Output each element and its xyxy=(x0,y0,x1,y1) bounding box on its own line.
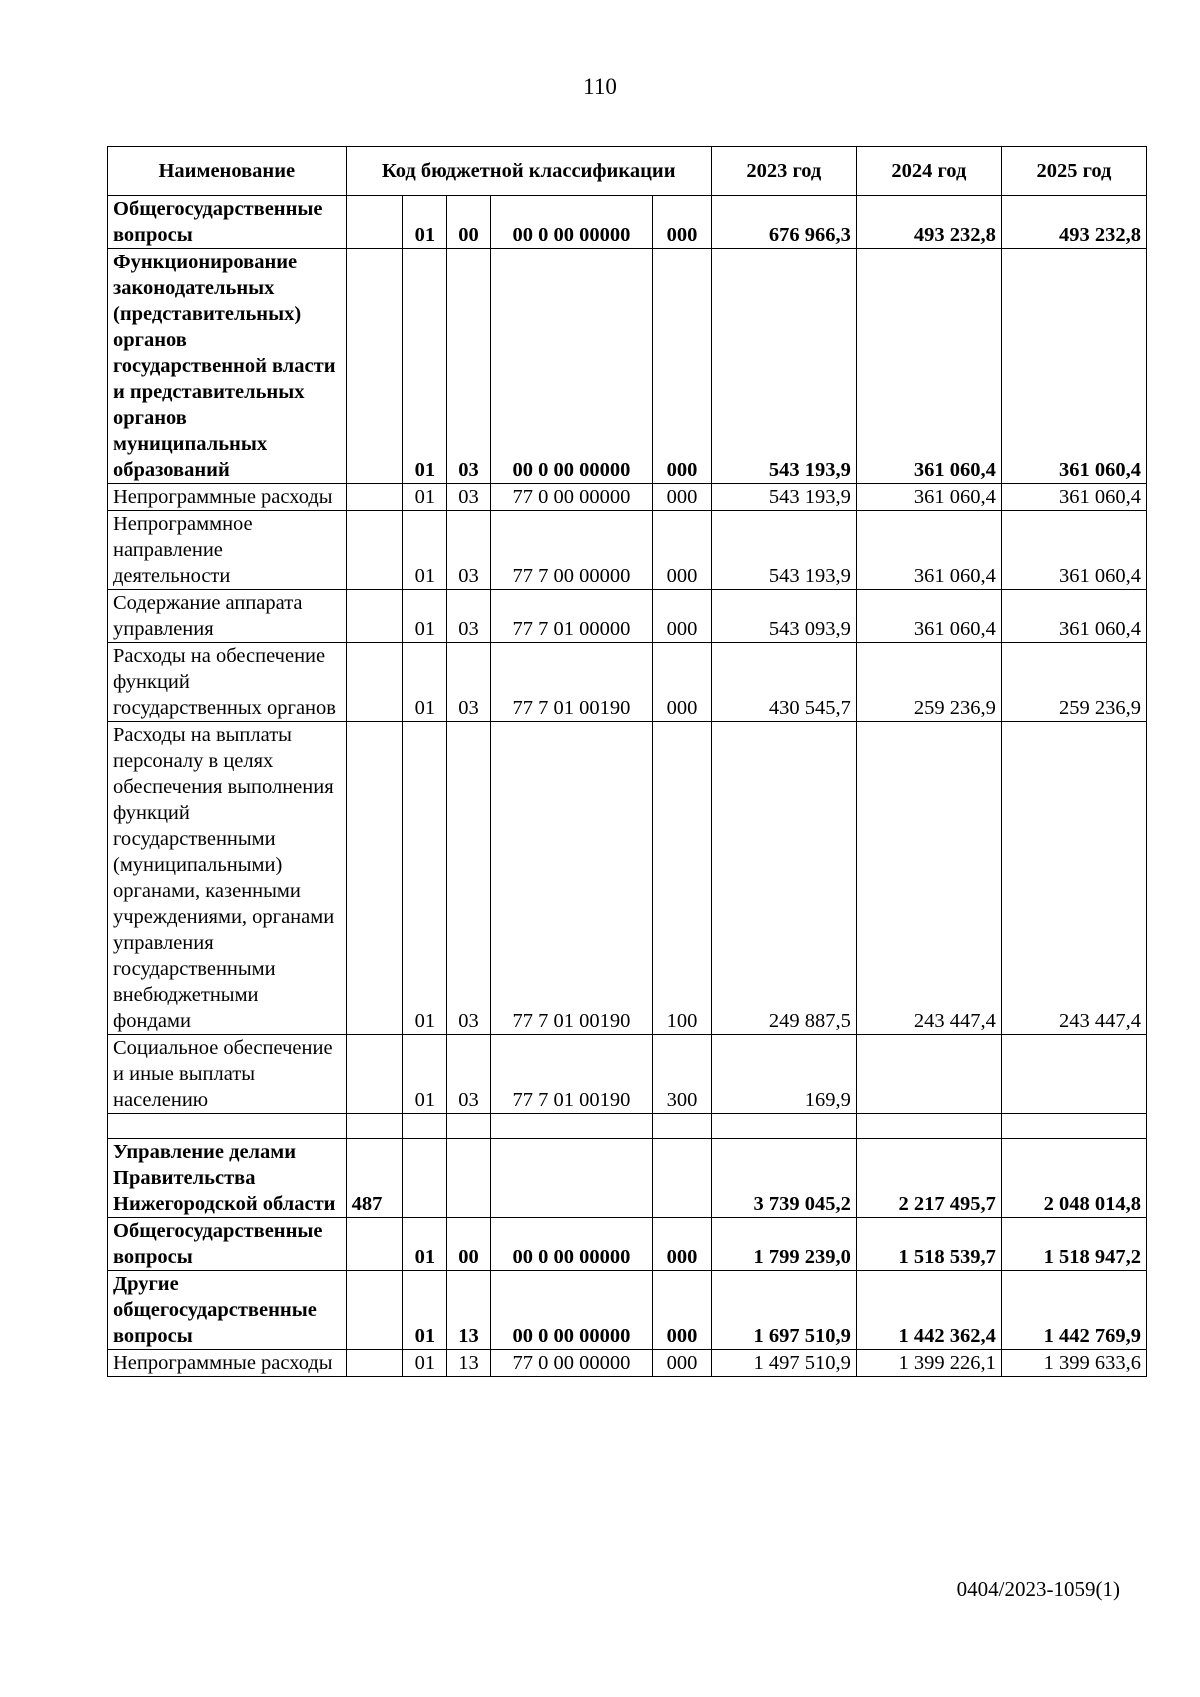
row-rz: 01 xyxy=(403,511,447,590)
row-vr: 000 xyxy=(653,1350,712,1377)
row-2025: 1 399 633,6 xyxy=(1001,1350,1146,1377)
row-ved xyxy=(346,484,403,511)
row-name: Непрограммные расходы xyxy=(108,1350,347,1377)
row-2025: 493 232,8 xyxy=(1001,196,1146,249)
header-2023: 2023 год xyxy=(711,147,856,196)
row-csr: 77 0 00 00000 xyxy=(490,484,653,511)
row-pr: 03 xyxy=(447,249,490,484)
row-vr: 000 xyxy=(653,643,712,722)
row-2024: 2 217 495,7 xyxy=(856,1139,1001,1218)
row-pr: 03 xyxy=(447,511,490,590)
table-row xyxy=(108,590,1147,643)
row-pr: 00 xyxy=(447,196,490,249)
row-ved: 487 xyxy=(346,1139,403,1218)
table-header-row xyxy=(108,147,1147,196)
row-2023: 543 193,9 xyxy=(711,249,856,484)
row-2023: 3 739 045,2 xyxy=(711,1139,856,1218)
row-vr: 000 xyxy=(653,1271,712,1350)
row-csr: 77 7 01 00190 xyxy=(490,1035,653,1114)
row-csr: 00 0 00 00000 xyxy=(490,249,653,484)
row-vr: 000 xyxy=(653,511,712,590)
table-row xyxy=(108,511,1147,590)
row-csr xyxy=(490,1139,653,1218)
row-2024: 259 236,9 xyxy=(856,643,1001,722)
row-2025: 1 442 769,9 xyxy=(1001,1271,1146,1350)
row-rz: 01 xyxy=(403,1350,447,1377)
row-pr: 03 xyxy=(447,643,490,722)
row-name: Социальное обеспечение и иные выплаты населению xyxy=(108,1035,347,1114)
row-2023: 169,9 xyxy=(711,1035,856,1114)
row-2025: 361 060,4 xyxy=(1001,511,1146,590)
row-2023: 543 193,9 xyxy=(711,511,856,590)
row-2024: 361 060,4 xyxy=(856,249,1001,484)
row-ved xyxy=(346,196,403,249)
row-pr xyxy=(447,1139,490,1218)
row-name: Непрограммные расходы xyxy=(108,484,347,511)
row-2023: 1 697 510,9 xyxy=(711,1271,856,1350)
row-name: Функционирование законодательных (представительных) органов государственной власти и представительных органов муниципальных образований xyxy=(108,249,347,484)
table-row xyxy=(108,1350,1147,1377)
row-2024: 243 447,4 xyxy=(856,722,1001,1035)
row-csr: 77 0 00 00000 xyxy=(490,1350,653,1377)
row-csr: 77 7 00 00000 xyxy=(490,511,653,590)
table-row xyxy=(108,196,1147,249)
row-2023: 543 193,9 xyxy=(711,484,856,511)
table-row xyxy=(108,1271,1147,1350)
row-vr: 100 xyxy=(653,722,712,1035)
row-csr: 00 0 00 00000 xyxy=(490,1218,653,1271)
row-name: Другие общегосударственные вопросы xyxy=(108,1271,347,1350)
row-pr: 03 xyxy=(447,590,490,643)
header-2024: 2024 год xyxy=(856,147,1001,196)
row-2023: 543 093,9 xyxy=(711,590,856,643)
row-ved xyxy=(346,1218,403,1271)
row-ved xyxy=(346,1271,403,1350)
row-2023: 1 799 239,0 xyxy=(711,1218,856,1271)
row-ved xyxy=(346,643,403,722)
table-row xyxy=(108,1139,1147,1218)
row-2025: 361 060,4 xyxy=(1001,484,1146,511)
row-2024: 1 518 539,7 xyxy=(856,1218,1001,1271)
row-vr xyxy=(653,1139,712,1218)
row-2025: 361 060,4 xyxy=(1001,590,1146,643)
row-2023: 430 545,7 xyxy=(711,643,856,722)
table-row xyxy=(108,1218,1147,1271)
row-2025: 361 060,4 xyxy=(1001,249,1146,484)
row-pr: 03 xyxy=(447,722,490,1035)
row-2024: 361 060,4 xyxy=(856,590,1001,643)
row-name: Расходы на обеспечение функций государственных органов xyxy=(108,643,347,722)
row-csr: 77 7 01 00190 xyxy=(490,722,653,1035)
row-2023: 249 887,5 xyxy=(711,722,856,1035)
row-pr: 13 xyxy=(447,1271,490,1350)
row-2024 xyxy=(856,1035,1001,1114)
row-rz: 01 xyxy=(403,643,447,722)
row-pr: 03 xyxy=(447,484,490,511)
row-pr: 13 xyxy=(447,1350,490,1377)
row-2025: 1 518 947,2 xyxy=(1001,1218,1146,1271)
row-ved xyxy=(346,1350,403,1377)
row-2025 xyxy=(1001,1035,1146,1114)
row-vr: 300 xyxy=(653,1035,712,1114)
row-csr: 77 7 01 00190 xyxy=(490,643,653,722)
row-2024: 361 060,4 xyxy=(856,511,1001,590)
table-row xyxy=(108,484,1147,511)
row-csr: 77 7 01 00000 xyxy=(490,590,653,643)
header-2025: 2025 год xyxy=(1001,147,1146,196)
row-2025: 2 048 014,8 xyxy=(1001,1139,1146,1218)
row-vr: 000 xyxy=(653,249,712,484)
row-2023: 1 497 510,9 xyxy=(711,1350,856,1377)
row-2024: 1 442 362,4 xyxy=(856,1271,1001,1350)
row-csr: 00 0 00 00000 xyxy=(490,1271,653,1350)
row-pr: 03 xyxy=(447,1035,490,1114)
row-rz xyxy=(403,1139,447,1218)
row-ved xyxy=(346,511,403,590)
row-pr: 00 xyxy=(447,1218,490,1271)
row-2024: 493 232,8 xyxy=(856,196,1001,249)
row-vr: 000 xyxy=(653,196,712,249)
row-rz: 01 xyxy=(403,590,447,643)
table-row xyxy=(108,722,1147,1035)
row-name: Общегосударственные вопросы xyxy=(108,196,347,249)
row-2024: 361 060,4 xyxy=(856,484,1001,511)
row-rz: 01 xyxy=(403,484,447,511)
empty-row xyxy=(108,1114,1147,1139)
row-rz: 01 xyxy=(403,1271,447,1350)
row-2023: 676 966,3 xyxy=(711,196,856,249)
header-code: Код бюджетной классификации xyxy=(346,147,711,196)
row-name: Управление делами Правительства Нижегородской области xyxy=(108,1139,347,1218)
header-name: Наименование xyxy=(108,147,347,196)
row-vr: 000 xyxy=(653,590,712,643)
row-name: Расходы на выплаты персоналу в целях обеспечения выполнения функций государственными (муниципальными) органами, казенными учреждениями, органами управления государственными внебюджетными фондами xyxy=(108,722,347,1035)
row-2025: 259 236,9 xyxy=(1001,643,1146,722)
document-number: 0404/2023-1059(1) xyxy=(956,1577,1120,1601)
table-row xyxy=(108,249,1147,484)
budget-table xyxy=(107,146,1147,1377)
row-rz: 01 xyxy=(403,1035,447,1114)
row-rz: 01 xyxy=(403,196,447,249)
row-rz: 01 xyxy=(403,1218,447,1271)
row-2024: 1 399 226,1 xyxy=(856,1350,1001,1377)
row-name: Общегосударственные вопросы xyxy=(108,1218,347,1271)
row-2025: 243 447,4 xyxy=(1001,722,1146,1035)
row-rz: 01 xyxy=(403,249,447,484)
row-name: Непрограммное направление деятельности xyxy=(108,511,347,590)
page-number: 110 xyxy=(583,74,617,99)
table-row xyxy=(108,1035,1147,1114)
table-row xyxy=(108,643,1147,722)
row-rz: 01 xyxy=(403,722,447,1035)
row-ved xyxy=(346,249,403,484)
row-csr: 00 0 00 00000 xyxy=(490,196,653,249)
row-ved xyxy=(346,722,403,1035)
row-vr: 000 xyxy=(653,484,712,511)
row-ved xyxy=(346,590,403,643)
row-ved xyxy=(346,1035,403,1114)
row-vr: 000 xyxy=(653,1218,712,1271)
row-name: Содержание аппарата управления xyxy=(108,590,347,643)
